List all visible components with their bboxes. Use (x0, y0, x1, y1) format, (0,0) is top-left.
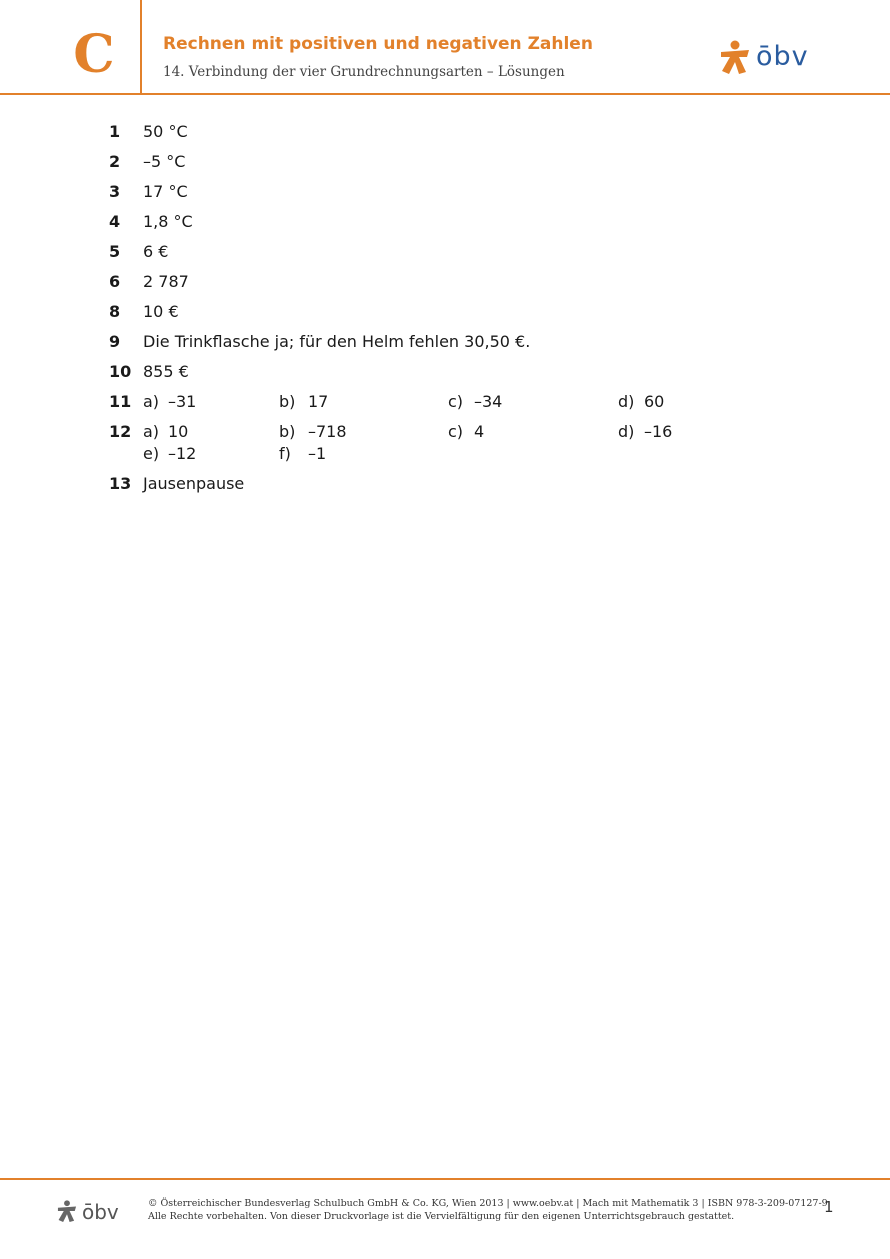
answer-row (0, 240, 890, 264)
page-title: Rechnen mit positiven und negativen Zahlen (163, 34, 593, 54)
answer-text: Die Trinkflasche ja; für den Helm fehlen 30,50 €. (143, 332, 531, 351)
answer-number: 12 (109, 422, 132, 441)
part-value: –16 (644, 422, 673, 441)
answer-number: 2 (109, 152, 121, 171)
part-label: d) (618, 392, 635, 411)
part-label: b) (279, 392, 296, 411)
chapter-letter: C (73, 24, 115, 85)
footer-logo (56, 1198, 128, 1226)
part-value: –34 (474, 392, 503, 411)
answer-row (0, 330, 890, 354)
part-value: 10 (168, 422, 189, 441)
page-header (0, 0, 890, 94)
part-value: –31 (168, 392, 197, 411)
answer-row (0, 150, 890, 174)
obv-logo (718, 38, 818, 76)
part-label: a) (143, 392, 160, 411)
copyright-line: © Österreichischer Bundesverlag Schulbuch GmbH & Co. KG, Wien 2013 | www.oebv.at | Mach mit Mathematik 3 | ISBN 978-3-209-07127-9 (148, 1198, 828, 1209)
answer-text: Jausenpause (143, 474, 245, 493)
part-value: –12 (168, 444, 197, 463)
answer-text: 6 € (143, 242, 169, 261)
part-label: a) (143, 422, 160, 441)
answer-text: 855 € (143, 362, 189, 381)
part-label: e) (143, 444, 160, 463)
part-label: c) (448, 392, 464, 411)
answer-text: 1,8 °C (143, 212, 193, 231)
answer-row-continued (0, 442, 890, 466)
answer-row (0, 120, 890, 144)
star-logo-icon (56, 1198, 78, 1224)
part-value: 4 (474, 422, 485, 441)
star-logo-icon (718, 38, 752, 76)
answer-text: 50 °C (143, 122, 188, 141)
answer-number: 9 (109, 332, 121, 351)
answer-text: 2 787 (143, 272, 189, 291)
answer-text: –5 °C (143, 152, 186, 171)
answer-number: 6 (109, 272, 121, 291)
logo-text: ōbv (756, 41, 809, 72)
part-value: –718 (308, 422, 347, 441)
part-label: d) (618, 422, 635, 441)
answer-row (0, 420, 890, 444)
answer-number: 3 (109, 182, 121, 201)
footer-logo-text: ōbv (82, 1200, 119, 1224)
page-number: 1 (824, 1198, 834, 1216)
answer-text: 17 °C (143, 182, 188, 201)
answer-number: 13 (109, 474, 132, 493)
part-value: 17 (308, 392, 329, 411)
answer-row (0, 270, 890, 294)
answer-text: 10 € (143, 302, 179, 321)
rights-line: Alle Rechte vorbehalten. Von dieser Druckvorlage ist die Vervielfältigung für den eigenen Unterrichtsgebrauch gestattet. (148, 1211, 735, 1222)
answer-number: 4 (109, 212, 121, 231)
footer-rule (0, 1178, 890, 1180)
page-subtitle: 14. Verbindung der vier Grundrechnungsarten – Lösungen (163, 64, 565, 80)
part-label: b) (279, 422, 296, 441)
answer-row (0, 210, 890, 234)
header-divider (140, 0, 142, 94)
answer-row (0, 390, 890, 414)
part-value: 60 (644, 392, 665, 411)
answer-number: 1 (109, 122, 121, 141)
answer-number: 5 (109, 242, 121, 261)
part-label: c) (448, 422, 464, 441)
answer-row (0, 472, 890, 496)
part-value: –1 (308, 444, 327, 463)
copyright-notice (148, 1197, 828, 1223)
header-rule (0, 93, 890, 95)
answer-row (0, 360, 890, 384)
answer-row (0, 180, 890, 204)
part-label: f) (279, 444, 291, 463)
answer-row (0, 300, 890, 324)
answer-number: 11 (109, 392, 132, 411)
answer-number: 8 (109, 302, 121, 321)
answer-number: 10 (109, 362, 132, 381)
